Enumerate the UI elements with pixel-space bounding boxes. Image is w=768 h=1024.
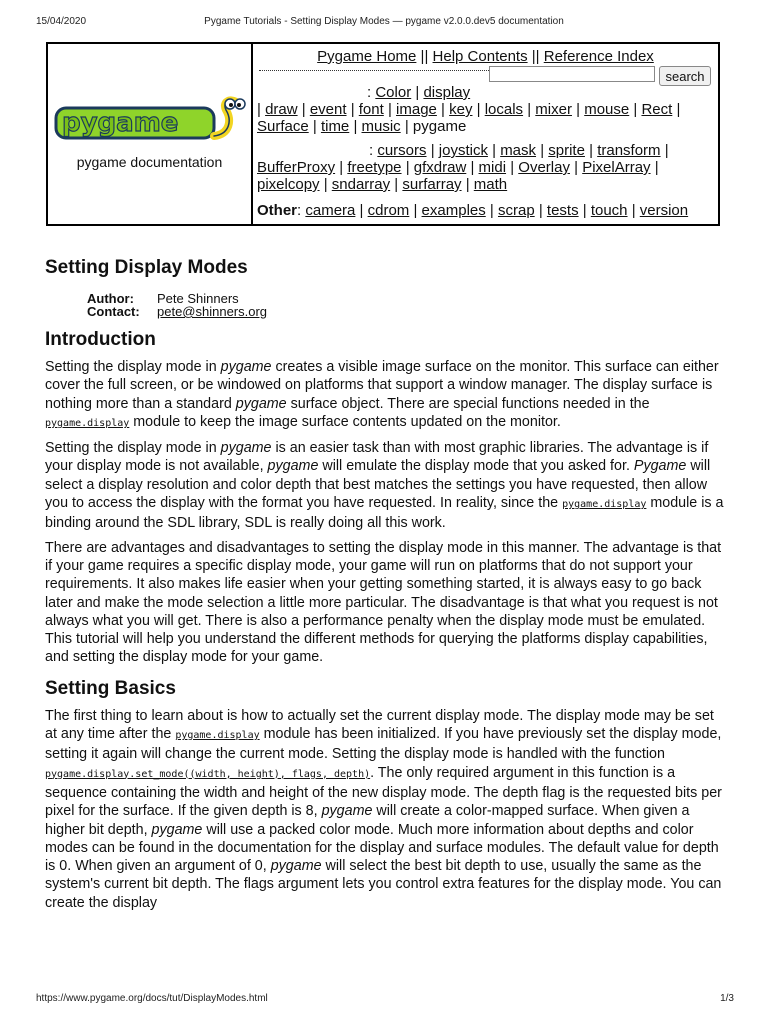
text-run: will select a display resolution and color depth that best matches the settings you have requested, then allow you to access the display with the format you have requested. In reality, since the (45, 458, 711, 512)
text-run: creates a visible image surface on the monitor. This surface can either cover the full screen, or be windowed on platforms that support a window manager. The display surface is nothing more than a standard (45, 359, 719, 412)
author-label: Author: (87, 291, 134, 306)
module-link-midi[interactable]: midi (478, 159, 507, 176)
top-nav-links: Pygame Home || Help Contents || Reference Index (317, 48, 654, 65)
module-link-pixelcopy[interactable]: pixelcopy (257, 176, 320, 193)
module-link-mask[interactable]: mask (500, 142, 537, 159)
other-links-row: Other: camera | cdrom | examples | scrap | tests | touch | version (257, 202, 689, 219)
search-input[interactable] (489, 66, 655, 82)
paragraph-intro-3: There are advantages and disadvantages to setting the display mode in this manner. The advantage is that if your game requires a specific display mode, your game will run on platforms that do not support your requirements. It also makes life easier when your getting something started, it is always easy to go back later and make the mode selection a little more particular. The disadvantage is that what you request is not always what you will get. There is also a performance penalty when the display mode must be emulated. This tutorial will help you understand the different methods for querying the platforms display capabilities, and setting the display mode for your game. (45, 539, 722, 666)
module-link-pixelarray[interactable]: PixelArray (582, 159, 651, 176)
text-run: Setting the display mode in (45, 359, 221, 375)
module-link-overlay[interactable]: Overlay (518, 159, 570, 176)
other-link-cdrom[interactable]: cdrom (367, 202, 410, 219)
text-run-italic: Pygame (633, 458, 687, 475)
module-label-pygame: pygame (412, 118, 467, 135)
print-footer (0, 993, 768, 1007)
module-link-joystick[interactable]: joystick (438, 142, 488, 159)
text-run: will use a packed color mode. Much more information about depths and color modes can be found in the documentation for the display and surface modules. The default value for depth is 0. When given an argument of 0, (45, 821, 719, 875)
contact-row (87, 305, 725, 318)
article-content (45, 256, 725, 918)
svg-text:pygame: pygame (62, 108, 179, 138)
module-links-row-6: pixelcopy | sndarray | surfarray | math (257, 176, 508, 193)
module-link-music[interactable]: music (361, 118, 401, 135)
section-heading-introduction: Introduction (45, 329, 156, 350)
text-run-italic: pygame (151, 821, 203, 838)
header-table (46, 42, 720, 226)
text-run: module has been initialized. If you have previously set the display mode, setting it again will change the current mode. Setting the display mode is handled with the function (45, 726, 722, 763)
other-label: Other (257, 202, 298, 219)
module-link-image[interactable]: image (396, 101, 437, 118)
code-link-pygame-display[interactable]: pygame.display (45, 417, 130, 429)
module-link-sndarray[interactable]: sndarray (331, 176, 391, 193)
author-info (87, 292, 725, 318)
module-link-math[interactable]: math (473, 176, 508, 193)
module-link-freetype[interactable]: freetype (347, 159, 402, 176)
module-link-surface[interactable]: Surface (257, 118, 309, 135)
page-number: 1/3 (720, 993, 734, 1004)
module-link-key[interactable]: key (449, 101, 473, 118)
text-run-italic: pygame (220, 359, 272, 375)
code-link-set-mode[interactable]: pygame.display.set_mode((width, height), flags, depth) (45, 768, 371, 780)
other-link-scrap[interactable]: scrap (497, 202, 535, 219)
nav-link-pygame-home[interactable]: Pygame Home (317, 48, 417, 65)
module-link-transform[interactable]: transform (597, 142, 661, 159)
module-link-sprite[interactable]: sprite (548, 142, 585, 159)
module-link-display[interactable]: display (423, 84, 471, 101)
text-run-italic: pygame (270, 858, 322, 875)
other-link-touch[interactable]: touch (590, 202, 628, 219)
other-link-camera[interactable]: camera (305, 202, 356, 219)
module-link-locals[interactable]: locals (484, 101, 524, 118)
code-link-pygame-display[interactable]: pygame.display (175, 730, 260, 742)
module-link-font[interactable]: font (358, 101, 384, 118)
text-run: module to keep the image surface contents updated on the monitor. (129, 413, 561, 430)
module-link-color[interactable]: Color (375, 84, 412, 101)
module-link-rect[interactable]: Rect (641, 101, 673, 118)
code-link-pygame-display[interactable]: pygame.display (562, 499, 647, 511)
print-title: Pygame Tutorials - Setting Display Modes — pygame v2.0.0.dev5 documentation (204, 16, 564, 27)
module-link-gfxdraw[interactable]: gfxdraw (413, 159, 467, 176)
paragraph-intro-1 (45, 358, 725, 433)
text-run: surface object. There are special functions needed in the (286, 395, 650, 412)
text-run: is an easier task than with most graphic libraries. The advantage is if your display mode is not available, (45, 440, 709, 475)
text-run: will select the best bit depth to use, usually the same as the system's current bit depth. The flags argument lets you control extra features for the display mode. You can create the display (45, 858, 722, 911)
module-link-draw[interactable]: draw (265, 101, 298, 118)
print-date: 15/04/2020 (36, 16, 87, 27)
page-title: Setting Display Modes (45, 257, 248, 278)
module-links-row-3: Surface | time | music | pygame (257, 118, 467, 135)
contact-label: Contact: (87, 304, 140, 319)
text-run: . The only required argument in this function is a sequence containing the width and height of the new display mode. The depth flag is the requested bits per pixel for the surface. If the given depth is 8, (45, 764, 722, 820)
nav-cell (253, 44, 718, 224)
module-link-time[interactable]: time (320, 118, 350, 135)
text-run: The first thing to learn about is how to actually set the current display mode. The display mode may be set at any time after the (45, 707, 714, 743)
module-links-row-2: | draw | event | font | image | key | locals | mixer | mouse | Rect | (257, 101, 681, 118)
nav-link-reference-index[interactable]: Reference Index (543, 48, 654, 65)
logo-caption: pygame documentation (76, 154, 223, 170)
module-link-mouse[interactable]: mouse (584, 101, 630, 118)
module-link-bufferproxy[interactable]: BufferProxy (257, 159, 336, 176)
other-link-examples[interactable]: examples (421, 202, 486, 219)
contact-email-link[interactable]: pete@shinners.org (157, 304, 268, 319)
other-link-tests[interactable]: tests (546, 202, 579, 219)
text-run: module is a binding around the SDL library, SDL is really doing all this work. (45, 495, 724, 532)
search-button[interactable]: search (659, 66, 711, 86)
text-run-italic: pygame (267, 458, 319, 475)
text-run: Setting the display mode in (45, 440, 221, 457)
module-links-row-5: BufferProxy | freetype | gfxdraw | midi | Overlay | PixelArray | (257, 159, 659, 176)
text-run-italic: pygame (235, 395, 287, 412)
nav-link-help-contents[interactable]: Help Contents (432, 48, 528, 65)
module-link-cursors[interactable]: cursors (377, 142, 427, 159)
module-link-surfarray[interactable]: surfarray (402, 176, 462, 193)
text-run-italic: pygame (321, 803, 373, 820)
pygame-logo[interactable] (54, 96, 246, 146)
text-run: will create a color-mapped surface. When given a higher bit depth, (45, 803, 690, 838)
print-url: https://www.pygame.org/docs/tut/DisplayModes.html (36, 993, 268, 1004)
module-link-mixer[interactable]: mixer (535, 101, 572, 118)
other-link-version[interactable]: version (639, 202, 689, 219)
paragraph-basics-1 (45, 707, 725, 912)
logo-cell (48, 44, 253, 224)
author-name: Pete Shinners (157, 291, 239, 306)
module-links-row-1: : Color | display (367, 84, 471, 101)
print-header (0, 16, 768, 30)
text-run: will emulate the display mode that you asked for. (318, 458, 634, 475)
module-links-row-4: : cursors | joystick | mask | sprite | transform | (369, 142, 669, 159)
dotted-divider (259, 70, 489, 71)
section-heading-setting-basics: Setting Basics (45, 677, 176, 699)
text-run-italic: pygame (220, 440, 272, 457)
paragraph-intro-2 (45, 439, 725, 532)
module-link-event[interactable]: event (309, 101, 347, 118)
